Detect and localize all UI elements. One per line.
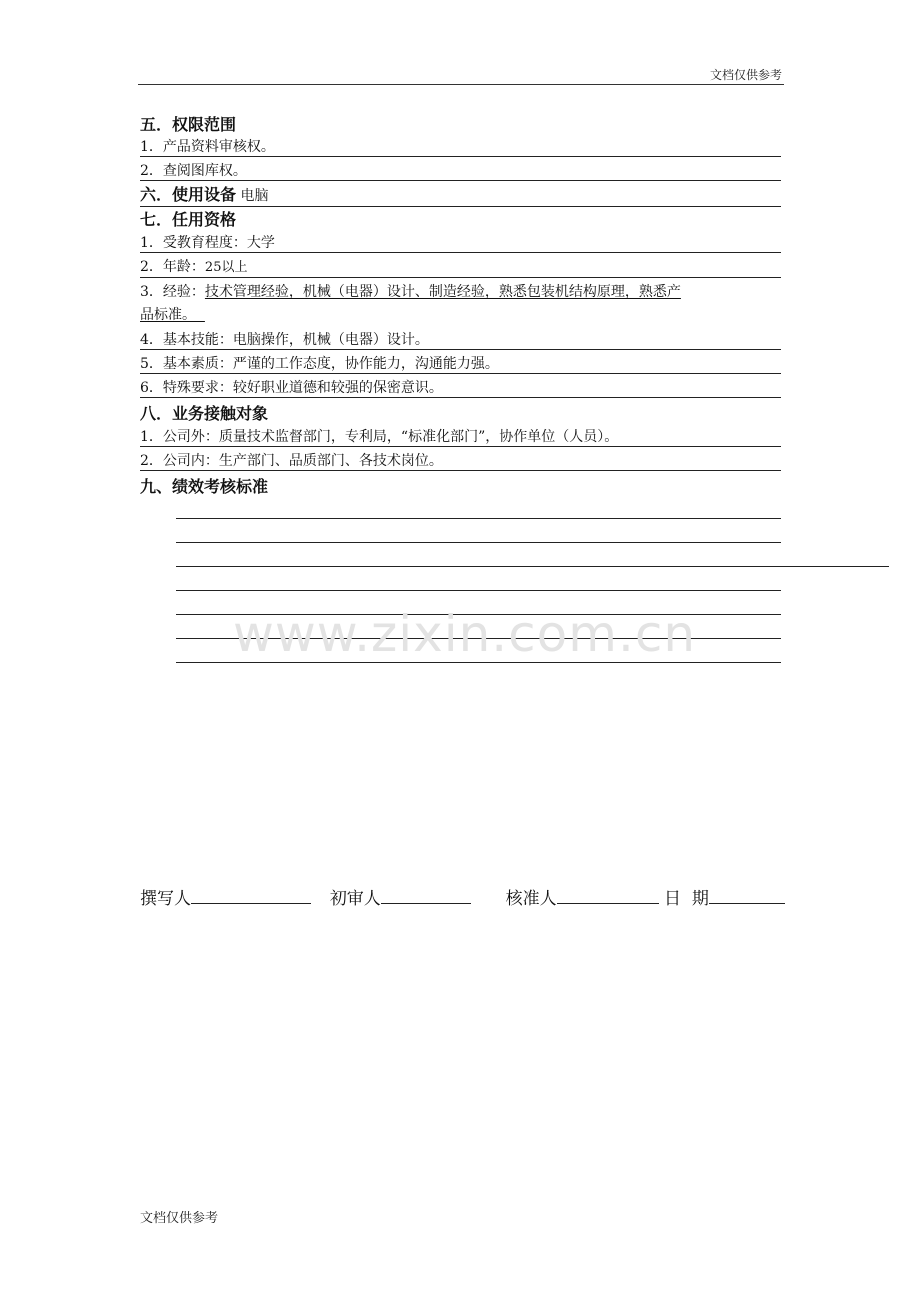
s7-item-4-value: 电脑操作，机械（电器）设计。: [232, 332, 429, 348]
section-6: [140, 185, 781, 207]
s5-item-2-text: 查阅图库权。: [162, 163, 247, 179]
s7-item-5-num: 5．: [140, 356, 163, 372]
reviewer-field: [381, 887, 471, 904]
writer-label: 撰写人: [140, 889, 191, 909]
s7-item-2: [140, 258, 781, 278]
reviewer-label: 初审人: [329, 889, 381, 909]
section-5-title: 五．权限范围: [140, 115, 237, 134]
blank-line-3: [176, 566, 889, 567]
s7-item-3-cont: 品标准。: [140, 307, 196, 323]
s5-item-2-num: 2．: [140, 163, 163, 179]
s8-item-1: [140, 428, 781, 447]
section-7-title: 七．任用资格: [140, 210, 237, 229]
s8-item-2-label: 公司内：: [162, 453, 219, 469]
s7-item-4-label: 基本技能：: [162, 332, 233, 348]
blank-line-1: [176, 518, 781, 519]
s7-item-3-label: 经验：: [162, 284, 205, 300]
s7-item-6-value: 较好职业道德和较强的保密意识。: [232, 380, 443, 396]
s5-item-1-num: 1．: [140, 139, 163, 155]
header-rule: [138, 84, 784, 85]
s8-item-2-num: 2．: [140, 453, 163, 469]
watermark: www.zixin.com.cn: [233, 605, 697, 663]
section-6-title: 六．使用设备: [140, 185, 237, 204]
date-field: [709, 887, 785, 904]
s7-item-1-label: 受教育程度：: [162, 235, 247, 251]
approver-label: 核准人: [505, 889, 557, 909]
section-8-title: 八．业务接触对象: [140, 404, 269, 423]
s8-item-2: [140, 452, 781, 471]
s6-value: 电脑: [240, 188, 269, 204]
s7-item-6-label: 特殊要求：: [162, 380, 233, 396]
s7-item-4: [140, 331, 781, 350]
s7-item-4-num: 4．: [140, 332, 163, 348]
blank-line-4: [176, 590, 781, 591]
s5-item-1: [140, 138, 781, 157]
writer-field: [191, 887, 311, 904]
s5-item-1-text: 产品资料审核权。: [162, 139, 275, 155]
s7-item-2-value: 25以上: [204, 260, 248, 275]
s8-item-1-label: 公司外：: [162, 429, 219, 445]
blank-line-2: [176, 542, 781, 543]
approver-field: [557, 887, 659, 904]
s7-item-3-cont-row: [140, 306, 781, 324]
s7-item-2-label: 年龄：: [162, 259, 205, 275]
signature-row: [140, 884, 785, 909]
s5-item-2: [140, 162, 781, 181]
s7-item-3: [140, 283, 781, 301]
s7-item-5: [140, 355, 781, 374]
date-label: 日 期: [664, 889, 709, 909]
s7-item-1-num: 1．: [140, 235, 163, 251]
s7-item-1-value: 大学: [246, 235, 275, 251]
s7-item-6-num: 6．: [140, 380, 163, 396]
s8-item-1-value: 质量技术监督部门，专利局，“标准化部门”，协作单位（人员）。: [218, 429, 619, 445]
s7-item-1: [140, 234, 781, 253]
section-9-title: 九、绩效考核标准: [140, 477, 269, 496]
s7-item-6: [140, 379, 781, 398]
s7-item-5-value: 严谨的工作态度，协作能力，沟通能力强。: [232, 356, 499, 372]
s8-item-2-value: 生产部门、品质部门、各技术岗位。: [218, 453, 443, 469]
s7-item-3-num: 3．: [140, 284, 163, 300]
s8-item-1-num: 1．: [140, 429, 163, 445]
s7-item-5-label: 基本素质：: [162, 356, 233, 372]
header-text: 文档仅供参考: [709, 68, 782, 82]
s7-item-3-value: 技术管理经验，机械（电器）设计、制造经验，熟悉包装机结构原理，熟悉产: [204, 284, 681, 300]
footer-text: 文档仅供参考: [140, 1211, 219, 1226]
s7-item-2-num: 2．: [140, 259, 163, 275]
